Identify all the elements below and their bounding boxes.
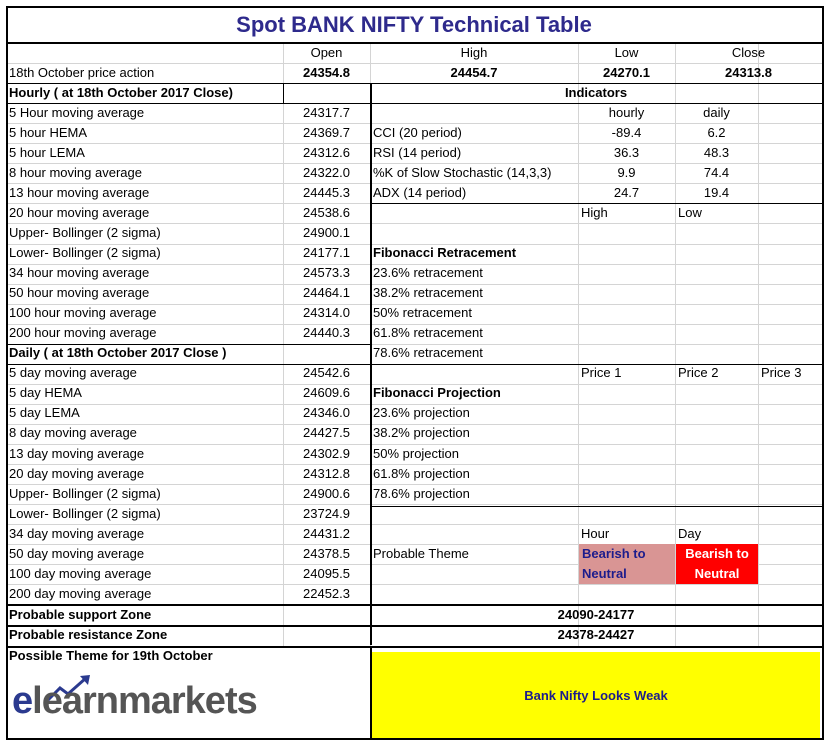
header-close: Close bbox=[731, 44, 766, 60]
hourly-row-value: 24445.3 bbox=[303, 184, 350, 200]
border bbox=[6, 83, 822, 84]
daily-row-label: 200 day moving average bbox=[9, 585, 152, 601]
daily-row-value: 24346.0 bbox=[303, 405, 350, 421]
border bbox=[370, 506, 822, 507]
daily-row-label: 5 day HEMA bbox=[9, 385, 82, 401]
hourly-row-label: Lower- Bollinger (2 sigma) bbox=[9, 245, 161, 261]
daily-row-value: 24312.8 bbox=[303, 465, 350, 481]
border bbox=[370, 203, 822, 204]
daily-row-label: 5 day LEMA bbox=[9, 405, 80, 421]
hourly-heading: Hourly ( at 18th October 2017 Close) bbox=[9, 84, 233, 100]
fib-projection-row: 61.8% projection bbox=[373, 465, 470, 481]
fib-projection-row: 78.6% projection bbox=[373, 485, 470, 501]
indicator-hourly: 24.7 bbox=[613, 184, 640, 200]
border bbox=[6, 344, 370, 345]
fib-retracement-row: 50% retracement bbox=[373, 305, 472, 321]
border bbox=[6, 604, 822, 606]
header-high: High bbox=[460, 44, 488, 60]
hourly-row-label: Upper- Bollinger (2 sigma) bbox=[9, 224, 161, 240]
indicator-hourly: 9.9 bbox=[617, 164, 636, 180]
fib-retracement-row: 78.6% retracement bbox=[373, 345, 483, 361]
grid-line-v bbox=[758, 43, 759, 648]
price-action-low: 24270.1 bbox=[603, 64, 650, 80]
resistance-value: 24378-24427 bbox=[557, 626, 635, 642]
hourly-row-label: 5 Hour moving average bbox=[9, 104, 145, 120]
indicators-col-hourly: hourly bbox=[608, 104, 645, 120]
daily-row-label: 8 day moving average bbox=[9, 425, 137, 441]
border bbox=[822, 6, 824, 740]
price-action-label: 18th October price action bbox=[9, 64, 155, 80]
fib-projection-row: 50% projection bbox=[373, 445, 459, 461]
daily-row-value: 22452.3 bbox=[303, 585, 350, 601]
border bbox=[283, 83, 284, 103]
hourly-row-value: 24900.1 bbox=[303, 224, 350, 240]
hourly-row-label: 5 hour HEMA bbox=[9, 124, 88, 140]
daily-row-value: 24095.5 bbox=[303, 565, 350, 581]
support-label: Probable support Zone bbox=[9, 606, 152, 622]
resistance-label: Probable resistance Zone bbox=[9, 626, 168, 642]
daily-row-label: 100 day moving average bbox=[9, 565, 152, 581]
border bbox=[6, 738, 824, 740]
border bbox=[370, 103, 822, 104]
hourly-row-value: 24464.1 bbox=[303, 285, 350, 301]
hourly-row-value: 24440.3 bbox=[303, 325, 350, 341]
hourly-row-label: 13 hour moving average bbox=[9, 184, 150, 200]
elearnmarkets-logo bbox=[12, 680, 257, 730]
border bbox=[6, 6, 8, 740]
price-action-open: 24354.8 bbox=[303, 64, 350, 80]
hourly-row-label: 20 hour moving average bbox=[9, 204, 150, 220]
indicator-hourly: 36.3 bbox=[613, 144, 640, 160]
hourly-row-label: 100 hour moving average bbox=[9, 305, 157, 321]
daily-row-label: 50 day moving average bbox=[9, 545, 145, 561]
indicator-daily: 6.2 bbox=[707, 124, 726, 140]
daily-row-value: 24542.6 bbox=[303, 365, 350, 381]
fib-projection-heading: Fibonacci Projection bbox=[373, 385, 501, 401]
border bbox=[6, 42, 822, 44]
fib-projection-col-price3: Price 3 bbox=[761, 365, 802, 381]
possible-theme-value: Bank Nifty Looks Weak bbox=[372, 652, 820, 738]
hourly-row-value: 24538.6 bbox=[303, 204, 350, 220]
hourly-row-label: 8 hour moving average bbox=[9, 164, 142, 180]
daily-row-value: 24302.9 bbox=[303, 445, 350, 461]
hourly-row-value: 24322.0 bbox=[303, 164, 350, 180]
hourly-row-value: 24314.0 bbox=[303, 305, 350, 321]
daily-row-label: Upper- Bollinger (2 sigma) bbox=[9, 485, 161, 501]
hourly-row-label: 5 hour LEMA bbox=[9, 144, 85, 160]
fib-projection-row: 38.2% projection bbox=[373, 425, 470, 441]
theme-label: Probable Theme bbox=[373, 545, 469, 561]
daily-row-label: 34 day moving average bbox=[9, 525, 145, 541]
theme-day-value: Bearish to Neutral bbox=[676, 544, 758, 584]
daily-row-label: 20 day moving average bbox=[9, 465, 145, 481]
border bbox=[6, 625, 822, 627]
header-open: Open bbox=[310, 44, 343, 60]
indicators-col-daily: daily bbox=[703, 104, 730, 120]
hourly-row-label: 200 hour moving average bbox=[9, 325, 157, 341]
indicator-label: ADX (14 period) bbox=[373, 184, 467, 200]
indicator-label: RSI (14 period) bbox=[373, 144, 462, 160]
theme-col-hour: Hour bbox=[581, 525, 610, 541]
price-action-high: 24454.7 bbox=[450, 64, 498, 80]
indicator-daily: 19.4 bbox=[703, 184, 730, 200]
daily-row-label: 13 day moving average bbox=[9, 445, 145, 461]
theme-hour-value: Bearish to Neutral bbox=[579, 544, 675, 584]
indicator-label: %K of Slow Stochastic (14,3,3) bbox=[373, 164, 552, 180]
fib-retracement-row: 23.6% retracement bbox=[373, 265, 483, 281]
border bbox=[6, 103, 370, 104]
hourly-row-label: 34 hour moving average bbox=[9, 265, 150, 281]
daily-row-value: 24427.5 bbox=[303, 425, 350, 441]
hourly-row-value: 24317.7 bbox=[303, 104, 350, 120]
daily-row-value: 24378.5 bbox=[303, 545, 350, 561]
header-low: Low bbox=[614, 44, 639, 60]
fib-projection-row: 23.6% projection bbox=[373, 405, 470, 421]
price-action-close: 24313.8 bbox=[725, 64, 772, 80]
indicator-label: CCI (20 period) bbox=[373, 124, 462, 140]
border bbox=[370, 83, 372, 645]
fib-projection-col-price1: Price 1 bbox=[581, 365, 622, 381]
logo-text: learnmarkets bbox=[32, 680, 257, 722]
daily-heading: Daily ( at 18th October 2017 Close ) bbox=[9, 345, 227, 361]
theme-col-day: Day bbox=[678, 525, 702, 541]
indicator-daily: 48.3 bbox=[703, 144, 730, 160]
hourly-row-value: 24312.6 bbox=[303, 144, 350, 160]
fib-retracement-col-low: Low bbox=[678, 204, 702, 220]
hourly-row-value: 24573.3 bbox=[303, 265, 350, 281]
fib-projection-col-price2: Price 2 bbox=[678, 365, 719, 381]
page-title: Spot BANK NIFTY Technical Table bbox=[236, 12, 592, 37]
daily-row-label: 5 day moving average bbox=[9, 365, 137, 381]
daily-row-value: 24431.2 bbox=[303, 525, 350, 541]
indicators-heading: Indicators bbox=[564, 84, 628, 100]
border bbox=[370, 364, 822, 365]
possible-theme-label: Possible Theme for 19th October bbox=[9, 648, 213, 664]
daily-row-value: 23724.9 bbox=[303, 505, 350, 521]
fib-retracement-row: 61.8% retracement bbox=[373, 325, 483, 341]
daily-row-value: 24609.6 bbox=[303, 385, 350, 401]
hourly-row-label: 50 hour moving average bbox=[9, 285, 150, 301]
daily-row-label: Lower- Bollinger (2 sigma) bbox=[9, 505, 161, 521]
hourly-row-value: 24177.1 bbox=[303, 245, 350, 261]
indicator-hourly: -89.4 bbox=[611, 124, 642, 140]
indicator-daily: 74.4 bbox=[703, 164, 730, 180]
border bbox=[6, 646, 822, 648]
daily-row-value: 24900.6 bbox=[303, 485, 350, 501]
fib-retracement-heading: Fibonacci Retracement bbox=[373, 245, 517, 261]
fib-retracement-col-high: High bbox=[581, 204, 608, 220]
border bbox=[6, 364, 370, 365]
support-value: 24090-24177 bbox=[557, 606, 635, 622]
hourly-row-value: 24369.7 bbox=[303, 124, 350, 140]
logo-e: e bbox=[12, 680, 33, 722]
fib-retracement-row: 38.2% retracement bbox=[373, 285, 483, 301]
